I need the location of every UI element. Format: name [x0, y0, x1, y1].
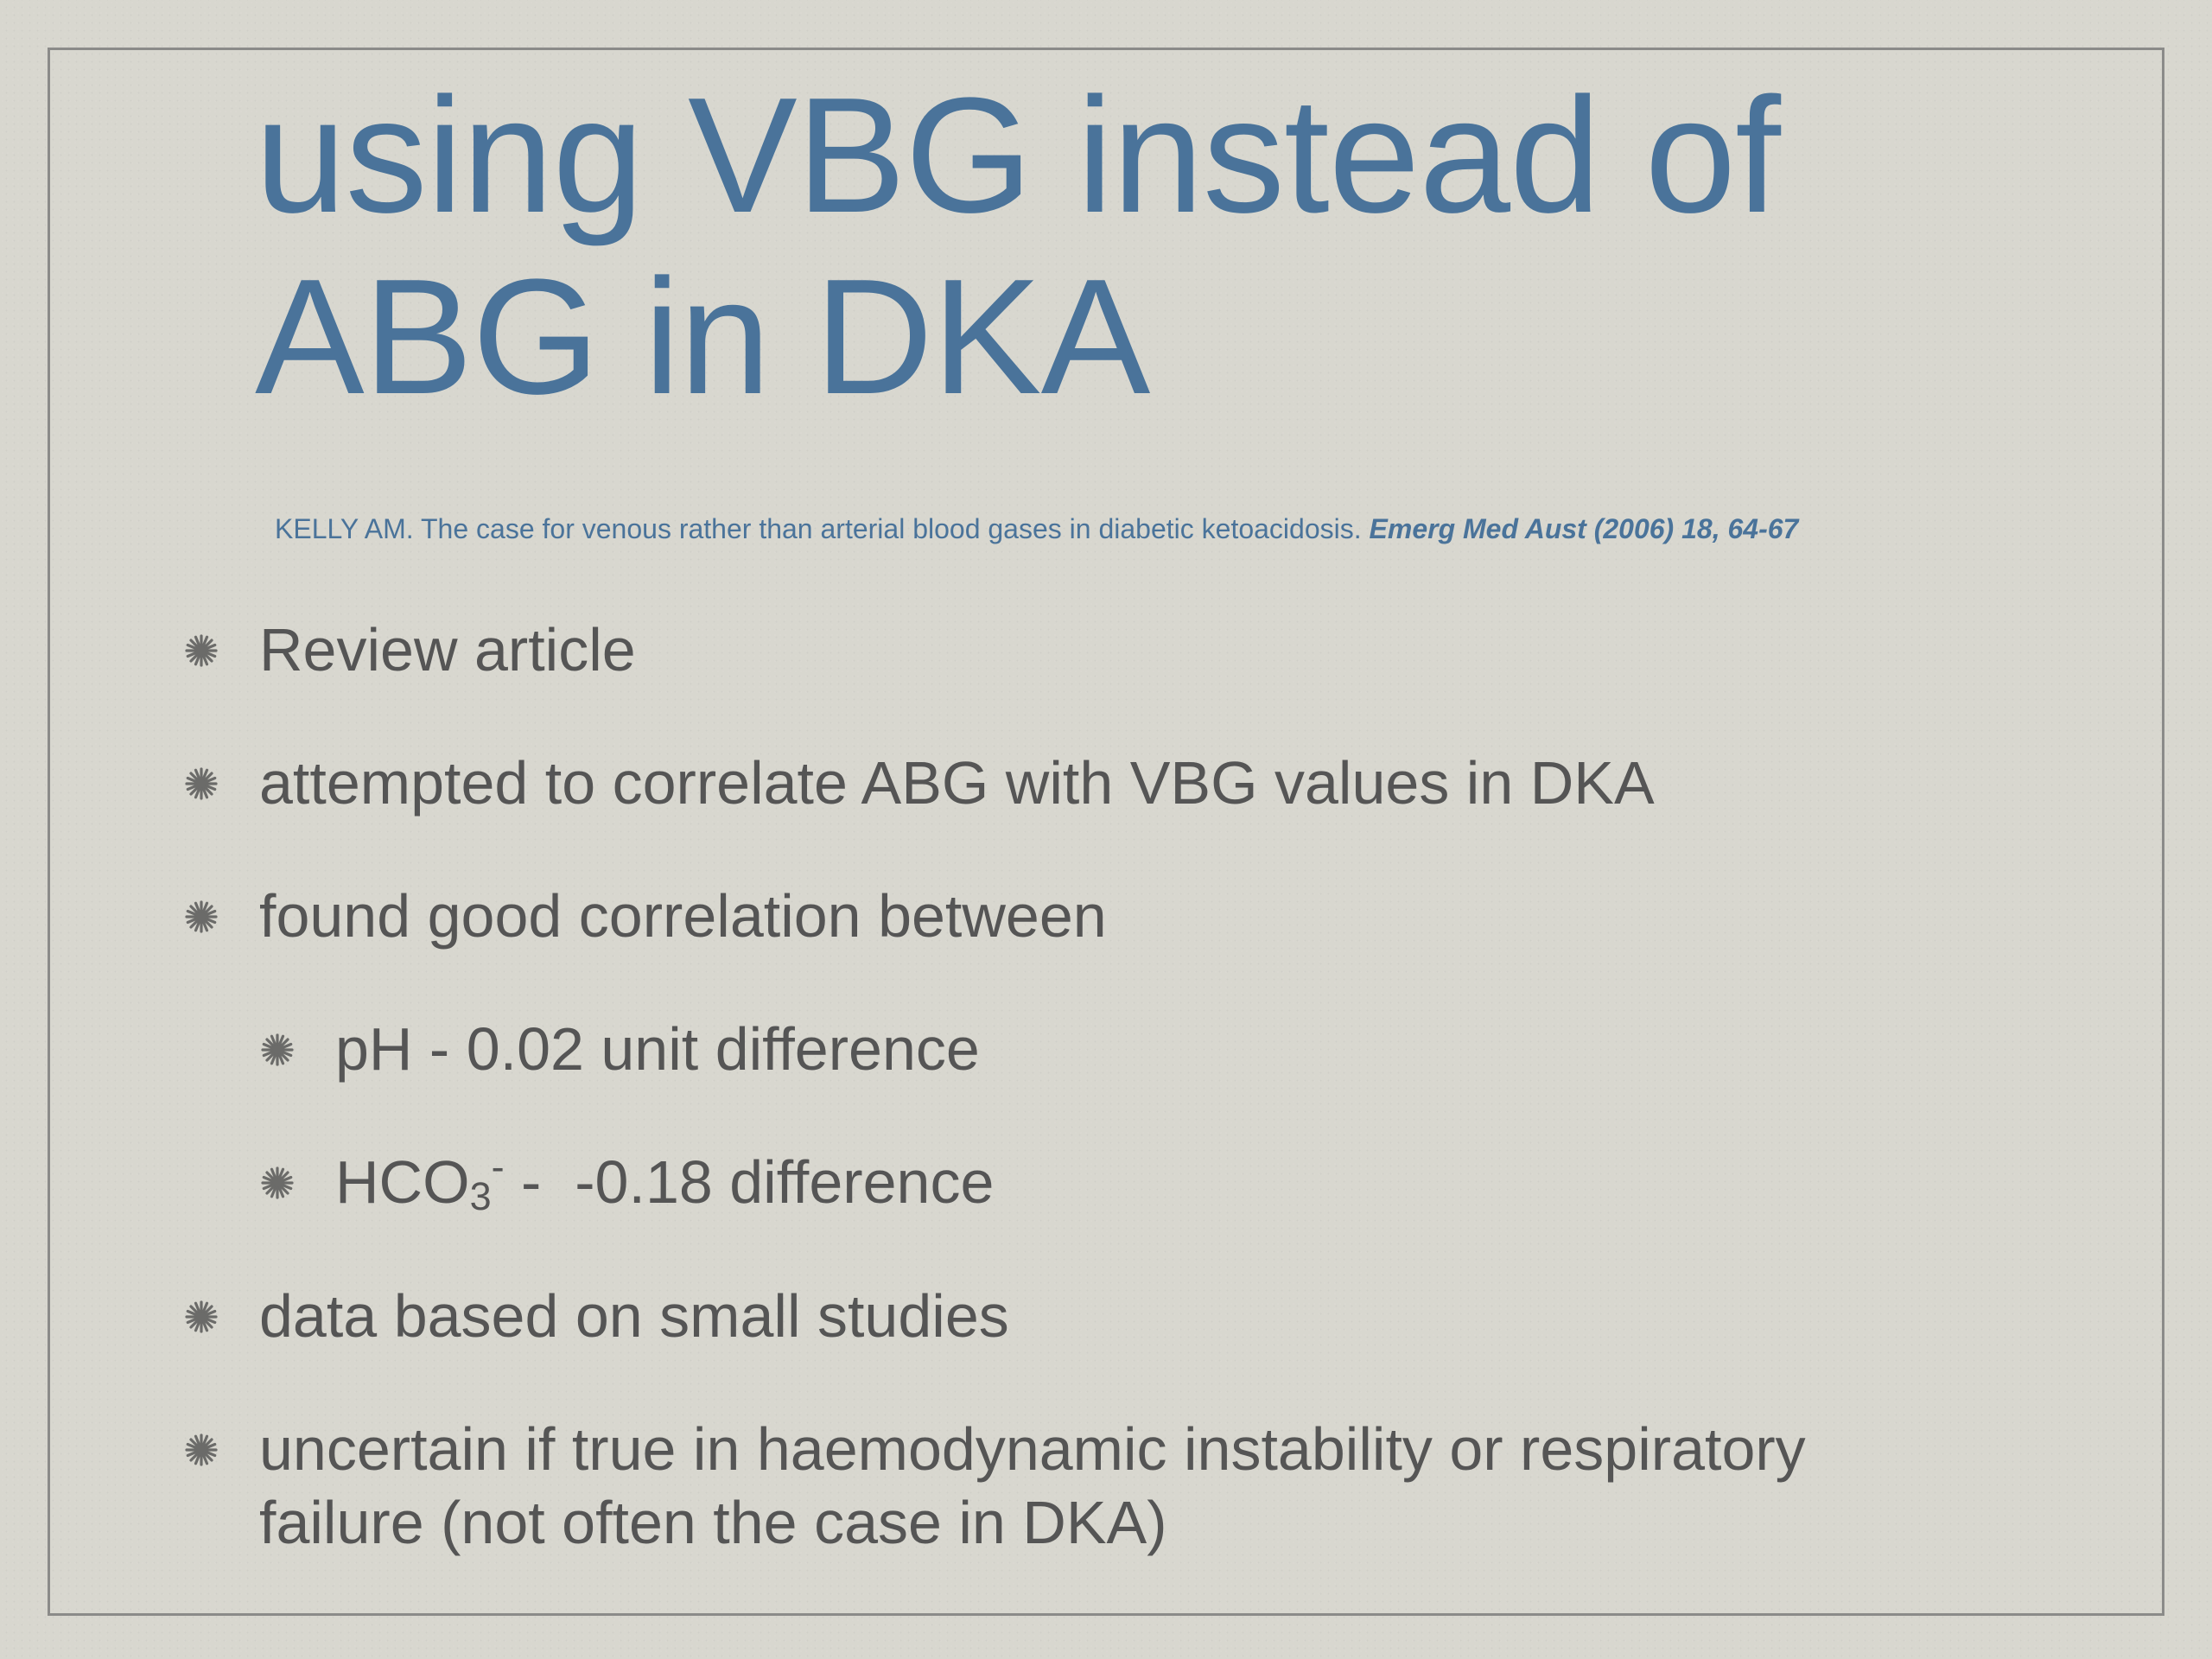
asterisk-icon	[180, 747, 223, 820]
bullet-item	[259, 1280, 1009, 1353]
bullet-text: pH - 0.02 unit difference	[335, 1015, 980, 1083]
asterisk-icon	[180, 880, 223, 953]
citation-text: KELLY AM. The case for venous rather than arterial blood gases in diabetic ketoacidosis.	[275, 513, 1362, 544]
bullet-item	[259, 613, 636, 687]
asterisk-icon	[180, 1280, 223, 1353]
chem-subscript: 3	[469, 1174, 492, 1218]
slide-title	[255, 65, 2069, 428]
asterisk-shape	[184, 1300, 219, 1334]
sub-bullet-item	[335, 1146, 994, 1219]
asterisk-shape	[184, 899, 219, 934]
citation	[275, 513, 1798, 545]
bullet-text	[335, 1145, 995, 1218]
citation-journal: Emerg Med Aust (2006) 18, 64-67	[1369, 513, 1799, 544]
bullet-text-line-2: failure (not often the case in DKA)	[259, 1489, 1167, 1556]
bullet-text-rest: - -0.18 difference	[504, 1148, 995, 1216]
bullet-text: attempted to correlate ABG with VBG values in DKA	[259, 749, 1655, 817]
asterisk-icon	[256, 1146, 299, 1219]
chem-formula: HCO	[335, 1148, 470, 1216]
chem-superscript: -	[491, 1145, 505, 1189]
asterisk-shape	[184, 633, 219, 668]
asterisk-icon	[256, 1013, 299, 1086]
asterisk-icon	[180, 1413, 223, 1486]
sub-bullet-item	[335, 1013, 980, 1086]
bullet-item	[259, 880, 1107, 953]
slide-title-line-2: ABG in DKA	[255, 245, 1150, 429]
bullet-item	[259, 747, 1655, 820]
asterisk-icon	[180, 613, 223, 687]
bullet-item	[259, 1413, 1806, 1560]
asterisk-shape	[260, 1033, 295, 1067]
asterisk-shape	[184, 766, 219, 801]
slide-title-line-1: using VBG instead of	[255, 64, 1780, 247]
bullet-text: Review article	[259, 616, 636, 683]
asterisk-shape	[260, 1166, 295, 1200]
asterisk-shape	[184, 1433, 219, 1467]
bullet-text: found good correlation between	[259, 882, 1107, 950]
bullet-text: data based on small studies	[259, 1282, 1009, 1350]
bullet-text-line-1: uncertain if true in haemodynamic instability or respiratory	[259, 1415, 1806, 1483]
